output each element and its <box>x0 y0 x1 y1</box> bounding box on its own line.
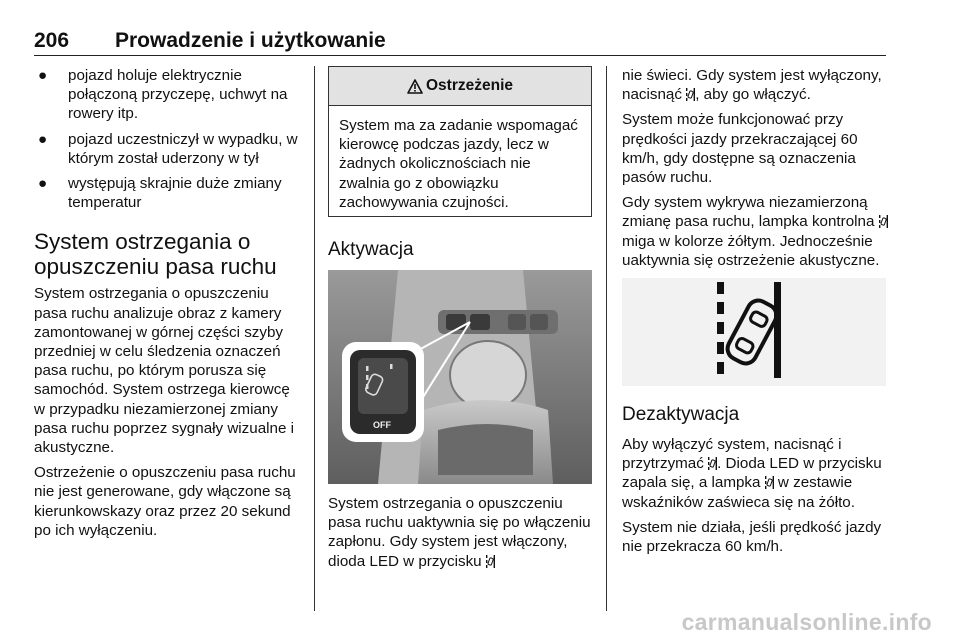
deactivate-text-c: w zestawie wskaźników zaświeca się na żółto. <box>622 474 855 511</box>
warning-lamp-paragraph <box>622 193 888 270</box>
page-header <box>34 29 886 51</box>
lane-departure-icon <box>686 88 695 101</box>
column-right <box>622 66 888 562</box>
console-photo <box>328 270 592 484</box>
enable-text: nie świeci. Gdy system jest wyłączony, nacisnąć <box>622 67 882 104</box>
deactivate-text-a: Aby wyłączyć system, nacisnąć i przytrzymać <box>622 436 842 473</box>
column-middle <box>328 66 592 577</box>
header-divider <box>34 55 886 56</box>
warning-triangle-icon <box>407 79 423 94</box>
deactivation-paragraph <box>622 435 888 512</box>
lane-departure-icon <box>708 457 717 470</box>
speed-limit-paragraph: System nie działa, jeśli prędkość jazdy nie przekracza 60 km/h. <box>622 518 882 556</box>
list-item: ● pojazd holuje elektrycznie połączoną przyczepę, uchwyt na rowery itp. <box>38 67 288 123</box>
column-left <box>34 66 302 546</box>
lamp-text-start: Gdy system wykrywa niezamierzoną zmianę pasa ruchu, lampka kontrolna <box>622 194 875 231</box>
chapter-title: Prowadzenie i użytkowanie <box>115 29 386 52</box>
off-button-label: OFF <box>373 420 391 431</box>
condition-list <box>34 66 302 212</box>
warning-text: System ma za zadanie wspomagać kierowcę podczas jazdy, lecz w żadnych okolicznościach nie zwalnia go z obowiązku zachowywania czujności. <box>339 117 578 211</box>
list-item-text: występują skrajnie duże zmiany temperatur <box>68 175 282 212</box>
page-number: 206 <box>34 29 70 52</box>
activation-text: System ostrzegania o opuszczeniu pasa ruchu uaktywnia się po włączeniu zapłonu. Gdy system jest włączony, dioda LED w przycisku <box>328 495 591 570</box>
list-item-text: pojazd holuje elektrycznie połączoną przyczepę, uchwyt na rowery itp. <box>68 67 288 123</box>
deactivate-text-b: . Dioda LED w przycisku zapala się, a lampka <box>622 455 882 492</box>
warning-header <box>329 67 591 106</box>
enable-paragraph <box>622 66 888 104</box>
intro-paragraph: System ostrzegania o opuszczeniu pasa ruchu analizuje obraz z kamery zamontowanej w górnej części szyby przedniej w celu śledzenia oznaczeń pasa ruchu, po którym porusza się samochód. System ostrzega kierowcę w przypadku niezamierzonej zmiany pasa ruchu poprzez sygnały wizualne i akustyczne. <box>34 285 295 457</box>
turn-signal-paragraph: Ostrzeżenie o opuszczeniu pasa ruchu nie jest generowane, gdy włączone są kierunkowskazy oraz przez 20 sekund po ich wyłączeniu. <box>34 464 296 539</box>
warning-title: Ostrzeżenie <box>425 77 513 95</box>
warning-box <box>328 66 592 217</box>
watermark: carmanualsonline.info <box>681 609 932 635</box>
deactivation-title: Dezaktywacja <box>622 404 740 426</box>
section-title: System ostrzegania o opuszczeniu pasa ruchu <box>34 229 277 280</box>
lane-departure-icon <box>486 555 495 568</box>
activation-paragraph <box>328 494 592 571</box>
lamp-text-end: miga w kolorze żółtym. Jednocześnie uaktywnia się ostrzeżenie akustyczne. <box>622 232 880 269</box>
lane-departure-warning-illustration <box>622 278 886 386</box>
column-divider-1 <box>314 66 315 611</box>
enable-text-tail: , aby go włączyć. <box>695 86 811 104</box>
lane-departure-icon <box>765 476 774 489</box>
lane-departure-icon <box>879 215 888 228</box>
list-item: ● pojazd uczestniczył w wypadku, w którym został uderzony w tył <box>38 130 298 167</box>
column-divider-2 <box>606 66 607 611</box>
speed-paragraph: System może funkcjonować przy prędkości jazdy przekraczającej 60 km/h, gdy dostępne są oznaczenia pasów ruchu. <box>622 111 858 187</box>
activation-title: Aktywacja <box>328 239 414 261</box>
list-item-text: pojazd uczestniczył w wypadku, w którym został uderzony w tył <box>68 130 298 167</box>
list-item: ● występują skrajnie duże zmiany temperatur <box>38 175 282 212</box>
